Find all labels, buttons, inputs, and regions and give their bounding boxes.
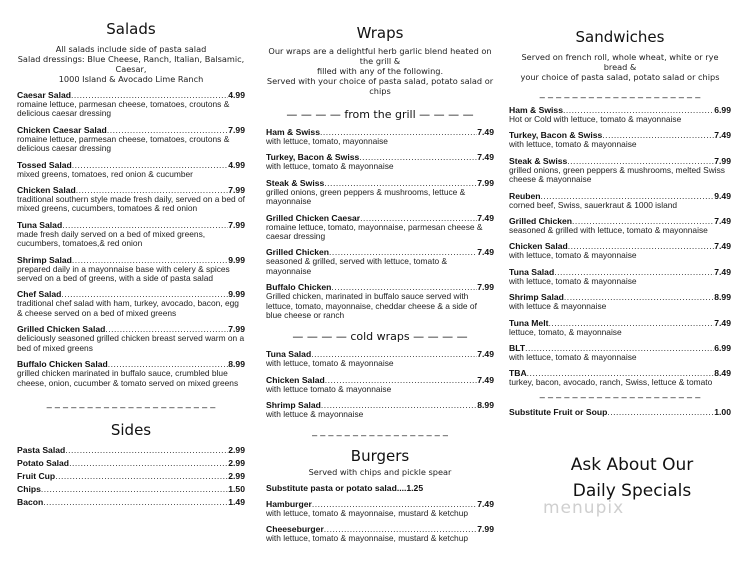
menu-item bbox=[266, 524, 494, 543]
menu-item-name: Potato Salad bbox=[17, 457, 70, 468]
menu-item-description: grilled onions, green peppers & mushrooms, melted Swiss cheese & mayonnaise bbox=[509, 164, 725, 185]
leader-dots bbox=[65, 445, 228, 455]
menu-item bbox=[509, 318, 731, 337]
menu-item-price: 1.49 bbox=[228, 496, 245, 507]
menu-item bbox=[17, 484, 245, 494]
menu-item-price: 7.49 bbox=[477, 152, 494, 163]
menu-item-price: 7.99 bbox=[228, 219, 245, 230]
menu-item-description: corned beef, Swiss, sauerkraut & 1000 island bbox=[509, 199, 678, 210]
menu-item-description: prepared daily in a mayonnaise base with celery & spices served on a bed of greens, with a side of pasta salad bbox=[17, 263, 230, 284]
menu-item-price: 9.99 bbox=[228, 289, 245, 300]
menu-item-name: Pasta Salad bbox=[17, 444, 66, 455]
menu-item-price: 9.49 bbox=[714, 190, 731, 201]
menu-item-description: with lettuce, tomato & mayonnaise bbox=[509, 250, 637, 261]
menu-item-description: with lettuce & mayonnaise bbox=[509, 301, 607, 312]
menu-item-name: Steak & Swiss bbox=[266, 177, 325, 188]
menu-item-row bbox=[17, 458, 245, 468]
menu-item-price: 7.99 bbox=[228, 324, 245, 335]
menu-item-price: 7.49 bbox=[477, 349, 494, 360]
leader-dots bbox=[69, 458, 228, 468]
menu-item-description: lettuce, tomato, & mayonnaise bbox=[509, 326, 622, 337]
menu-item-description: grilled onions, green peppers & mushrooms, lettuce & mayonnaise bbox=[266, 186, 466, 207]
menu-item bbox=[17, 324, 245, 353]
salads-note: All salads include side of pasta salad Salad dressings: Blue Cheese, Ranch, Italian, Balsamic, Caesar, 1000 Island & Avocado Lime Ranch bbox=[17, 44, 245, 84]
menu-item-price: 2.99 bbox=[228, 470, 245, 481]
sandwiches-note: Served on french roll, whole wheat, white or rye bread & your choice of pasta salad, potato salad or chips bbox=[520, 52, 720, 82]
menu-item-name: Ham & Swiss bbox=[509, 105, 563, 115]
menu-item-description: seasoned & grilled, served with lettuce, tomato & mayonnaise bbox=[266, 256, 448, 276]
menu-item bbox=[266, 213, 494, 242]
menu-item-price: 2.99 bbox=[228, 457, 245, 468]
menu-item-description: traditional chef salad with ham, turkey, avocado, bacon, egg & cheese served on a bed of mixed greens bbox=[17, 298, 239, 318]
menu-item-name: Tuna Salad bbox=[266, 349, 312, 360]
menu-item-price: 7.49 bbox=[477, 247, 494, 258]
menu-item-description: with lettuce, tomato & mayonnaise, mustard & ketchup bbox=[266, 507, 469, 518]
menu-item bbox=[509, 292, 731, 311]
substitute-fruit-soup: Substitute Fruit or Soup ..... 1.00 bbox=[509, 407, 731, 417]
menu-item-price: 9.99 bbox=[228, 254, 245, 265]
menu-item-description: with lettuce, tomato & mayonnaise, mustard & ketchup bbox=[266, 533, 469, 544]
menu-item bbox=[17, 220, 245, 249]
menu-item bbox=[509, 368, 731, 387]
menu-item-name: Grilled Chicken bbox=[266, 247, 330, 258]
menu-item-price: 7.49 bbox=[477, 127, 494, 137]
menu-item-description: with lettuce, tomato & mayonnaise bbox=[509, 275, 637, 286]
menu-item-description: with lettuce & mayonnaise bbox=[266, 409, 364, 420]
sandwiches-heading: Sandwiches bbox=[575, 28, 665, 46]
menu-item bbox=[17, 497, 245, 507]
menu-item-price: 6.99 bbox=[714, 105, 731, 115]
menu-item-description: with lettuce, tomato, mayonnaise bbox=[266, 136, 388, 146]
menu-item-price: 4.99 bbox=[228, 159, 245, 170]
menu-item-name: Ham & Swiss bbox=[266, 127, 320, 137]
divider: _ _ _ _ _ _ _ _ _ _ _ _ _ _ _ _ _ _ _ _ _ bbox=[46, 397, 216, 409]
menu-item-name: Shrimp Salad bbox=[17, 254, 72, 265]
menu-item bbox=[266, 349, 494, 368]
menu-item-description: with lettuce, tomato & mayonnaise bbox=[266, 358, 394, 369]
menu-item bbox=[17, 458, 245, 468]
menu-item-name: Tossed Salad bbox=[17, 159, 72, 170]
menu-item-name: Buffalo Chicken Salad bbox=[17, 359, 108, 370]
menu-item bbox=[17, 125, 245, 154]
menu-item bbox=[17, 471, 245, 481]
menu-item-description: traditional southern style made fresh daily, served on a bed of mixed greens, cucumbers, tomatoes & red onion bbox=[17, 194, 245, 214]
menu-item-row bbox=[17, 484, 245, 494]
menu-item bbox=[266, 282, 494, 320]
divider: _ _ _ _ _ _ _ _ _ _ _ _ _ _ _ _ _ _ _ _ bbox=[539, 387, 701, 399]
menu-item-name: Cheeseburger bbox=[266, 524, 324, 535]
menu-item bbox=[509, 191, 731, 210]
menu-item-price: 8.49 bbox=[714, 368, 731, 379]
menu-item-name: Turkey, Bacon & Swiss bbox=[266, 152, 360, 163]
menu-item-price: 4.99 bbox=[228, 90, 245, 100]
menu-item bbox=[509, 343, 731, 362]
menu-item bbox=[266, 499, 494, 518]
divider: _ _ _ _ _ _ _ _ _ _ _ _ _ _ _ _ _ bbox=[312, 425, 448, 437]
menu-item-name: Buffalo Chicken bbox=[266, 282, 332, 293]
menu-item-price: 7.99 bbox=[477, 177, 494, 188]
grill-wraps-list bbox=[266, 127, 494, 320]
wraps-column bbox=[266, 0, 494, 544]
menu-item-description: grilled chicken marinated in buffalo sauce, crumbled blue cheese, onion, cucumber & tomato served on mixed greens bbox=[17, 368, 239, 388]
leader-dots bbox=[55, 471, 228, 481]
menu-item bbox=[509, 241, 731, 260]
menu-item-price: 7.49 bbox=[714, 317, 731, 328]
divider: _ _ _ _ _ _ _ _ _ _ _ _ _ _ _ _ _ _ _ _ bbox=[539, 88, 701, 99]
menu-item bbox=[266, 400, 494, 419]
menu-item-price: 7.99 bbox=[228, 185, 245, 196]
menu-item bbox=[509, 216, 731, 235]
cold-subheading: — — — — cold wraps — — — — bbox=[292, 330, 468, 344]
menu-item-name: Fruit Cup bbox=[17, 470, 56, 481]
menu-item bbox=[17, 185, 245, 214]
menu-item-price: 7.49 bbox=[477, 498, 494, 509]
menu-item-price: 7.99 bbox=[477, 282, 494, 293]
menu-item bbox=[266, 247, 494, 276]
menu-item-name: Grilled Chicken Caesar bbox=[266, 212, 361, 223]
grill-subheading: — — — — from the grill — — — — bbox=[286, 108, 474, 121]
menu-item-description: made fresh daily served on a bed of mixed greens, cucumbers, tomatoes,& red onion bbox=[17, 228, 206, 249]
leader-dots bbox=[43, 497, 228, 507]
sides-heading: Sides bbox=[110, 420, 152, 439]
menu-item-description: Grilled chicken, marinated in buffalo sauce served with lettuce, tomato, mayonnaise, cheddar cheese & a side of blue cheese or ranch bbox=[266, 291, 477, 321]
menu-item-description: romaine lettuce, parmesan cheese, tomatoes, croutons & delicious caesar dressing bbox=[17, 99, 230, 119]
menu-item bbox=[17, 255, 245, 284]
menu-item bbox=[266, 178, 494, 207]
menu-item-price: 7.99 bbox=[714, 155, 731, 166]
wraps-heading: Wraps bbox=[356, 24, 404, 42]
menu-item-description: with lettuce, tomato & mayonnaise bbox=[266, 161, 394, 172]
menu-item-name: Hamburger bbox=[266, 498, 312, 509]
menu-item-name: Chicken Salad bbox=[509, 241, 568, 252]
menu-item-name: Tuna Salad bbox=[509, 266, 555, 277]
menu-item-description: seasoned & grilled with lettuce, tomato & mayonnaise bbox=[509, 225, 708, 236]
menu-item-price: 7.49 bbox=[477, 374, 494, 385]
wraps-note: Our wraps are a delightful herb garlic blend heated on the grill & filled with any of the following. Served with your choice of pasta salad, potato salad or chips bbox=[266, 46, 494, 96]
menu-item bbox=[17, 359, 245, 388]
menu-item-name: Steak & Swiss bbox=[509, 155, 568, 166]
leader-dots bbox=[41, 484, 228, 494]
menu-item-description: with lettuce tomato & mayonnaise bbox=[266, 383, 392, 394]
sandwiches-column bbox=[509, 0, 731, 417]
menu-item-name: Bacon bbox=[17, 496, 44, 507]
menu-item-description: romaine lettuce, parmesan cheese, tomatoes, croutons & delicious caesar dressing bbox=[17, 133, 230, 154]
menu-item-name: Reuben bbox=[509, 190, 541, 201]
daily-specials-callout: Ask About Our Daily Specials bbox=[570, 455, 694, 501]
menu-item-name: Turkey, Bacon & Swiss bbox=[509, 130, 603, 141]
menu-item-name: TBA bbox=[509, 368, 527, 379]
menu-item-description: turkey, bacon, avocado, ranch, Swiss, lettuce & tomato bbox=[509, 377, 713, 388]
menu-item bbox=[509, 156, 731, 185]
menu-item-price: 7.49 bbox=[714, 216, 731, 227]
menu-item bbox=[266, 375, 494, 394]
menu-item bbox=[509, 267, 731, 286]
menu-item-description: deliciously seasoned grilled chicken breast served warm on a bed of mixed greens bbox=[17, 333, 245, 353]
menu-item bbox=[17, 90, 245, 119]
menu-item bbox=[17, 445, 245, 455]
menu-item-price: 8.99 bbox=[228, 359, 245, 370]
menu-item-price: 8.99 bbox=[477, 400, 494, 411]
menu-item-name: Chips bbox=[17, 483, 41, 494]
menu-item-name: Grilled Chicken bbox=[509, 216, 573, 227]
menu-item-row bbox=[17, 471, 245, 481]
sides-list bbox=[17, 445, 245, 507]
burgers-note: Served with chips and pickle spear bbox=[308, 466, 452, 477]
menu-item-price: 7.49 bbox=[714, 266, 731, 277]
menu-item-name: Shrimp Salad bbox=[509, 292, 564, 303]
menu-item-description: with lettuce, tomato & mayonnaise bbox=[509, 352, 637, 363]
menu-item bbox=[266, 152, 494, 171]
menu-item-name: Chef Salad bbox=[17, 289, 62, 300]
menu-item-name: BLT bbox=[509, 343, 526, 354]
burgers-list bbox=[266, 499, 494, 544]
salads-heading: Salads bbox=[106, 20, 156, 38]
menu-item-name: Caesar Salad bbox=[17, 90, 71, 100]
menu-item bbox=[17, 160, 245, 179]
menu-item-price: 8.99 bbox=[714, 292, 731, 303]
menu-item-description: romaine lettuce, tomato, mayonnaise, parmesan cheese & caesar dressing bbox=[266, 221, 483, 242]
menu-item bbox=[266, 127, 494, 146]
menu-item-price: 7.99 bbox=[228, 124, 245, 135]
menu-item-price: 6.99 bbox=[714, 343, 731, 354]
salads-column bbox=[17, 0, 245, 507]
menu-item-price: 1.50 bbox=[228, 483, 245, 494]
menu-item-name: Chicken Salad bbox=[17, 185, 76, 196]
menu-item-row bbox=[17, 445, 245, 455]
menu-item-row bbox=[17, 497, 245, 507]
menu-item-price: 7.49 bbox=[714, 130, 731, 141]
menupix-watermark: menupix bbox=[543, 498, 625, 518]
menu-item-name: Tuna Melt bbox=[509, 317, 549, 328]
menu-item-name: Chicken Salad bbox=[266, 374, 325, 385]
menu-item bbox=[509, 130, 731, 149]
menu-item-price: 2.99 bbox=[228, 444, 245, 455]
menu-item-name: Chicken Caesar Salad bbox=[17, 124, 107, 135]
menu-item-price: 7.49 bbox=[714, 241, 731, 252]
menu-item-price: 7.49 bbox=[477, 212, 494, 223]
menu-item-price: 7.99 bbox=[477, 524, 494, 535]
menu-item-description: mixed greens, tomatoes, red onion & cucumber bbox=[17, 168, 193, 179]
sandwiches-list bbox=[509, 105, 731, 388]
salads-list bbox=[17, 90, 245, 388]
menu-item-description: Hot or Cold with lettuce, tomato & mayonnaise bbox=[509, 114, 682, 124]
menu-item-name: Tuna Salad bbox=[17, 219, 63, 230]
menu-item bbox=[17, 289, 245, 318]
burger-substitute: Substitute pasta or potato salad....1.25 bbox=[266, 482, 424, 493]
burgers-heading: Burgers bbox=[350, 446, 410, 465]
menu-item-name: Grilled Chicken Salad bbox=[17, 324, 106, 335]
menu-item-name: Shrimp Salad bbox=[266, 400, 321, 411]
cold-wraps-list bbox=[266, 349, 494, 419]
menu-item bbox=[509, 105, 731, 124]
menu-item-description: with lettuce, tomato & mayonnaise bbox=[509, 139, 637, 150]
